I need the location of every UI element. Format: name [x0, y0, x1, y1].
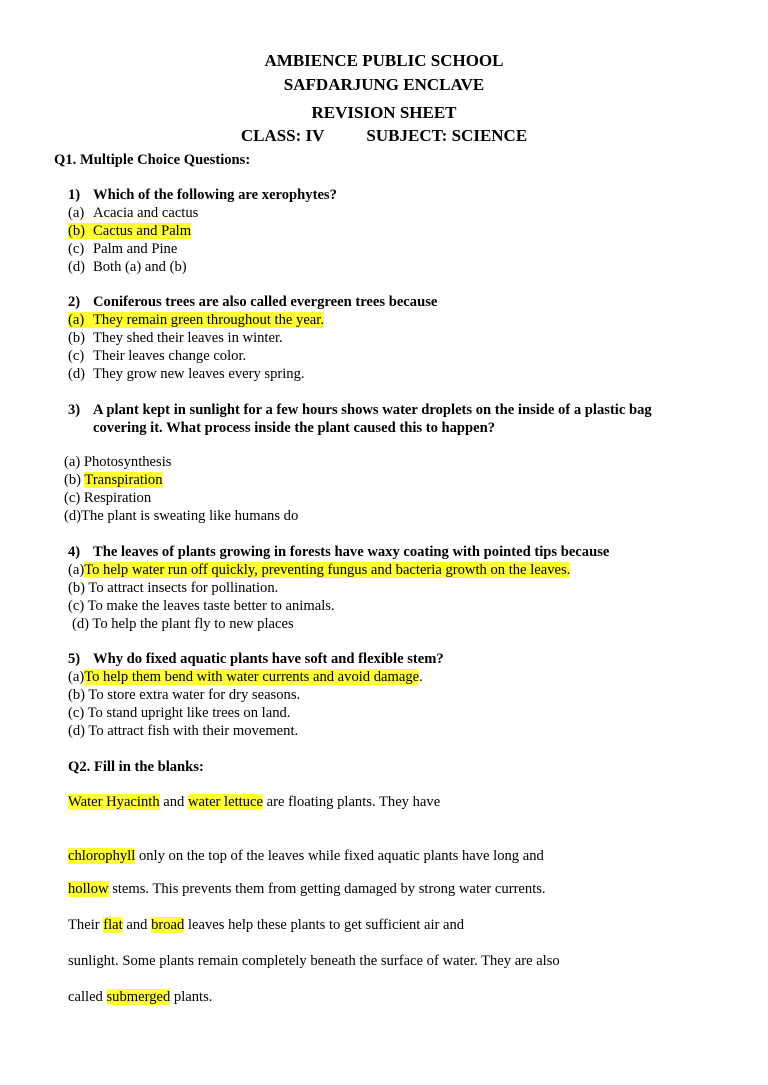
- option-3b: (b) Transpiration: [64, 472, 163, 488]
- fill-line-4: Their flat and broad leaves help these plants to get sufficient air and: [68, 917, 465, 933]
- question-5: [68, 650, 444, 668]
- question-4: [68, 543, 609, 561]
- option-1d: (d) Both (a) and (b): [68, 259, 187, 275]
- highlighted-answer: Cactus and Palm: [93, 223, 192, 239]
- question-3: [68, 401, 652, 419]
- option-2c: (c) Their leaves change color.: [68, 348, 247, 364]
- fill-line-2: chlorophyll only on the top of the leaves while fixed aquatic plants have long and: [68, 848, 544, 864]
- option-2a: (a) They remain green throughout the year.: [68, 312, 324, 328]
- answer-blank: Water Hyacinth: [68, 794, 160, 810]
- option-3d: (d)The plant is sweating like humans do: [64, 508, 299, 524]
- option-4a: (a)To help water run off quickly, preventing fungus and bacteria growth on the leaves.: [68, 562, 571, 578]
- school-name: AMBIENCE PUBLIC SCHOOL: [264, 51, 504, 70]
- question-text: Coniferous trees are also called evergreen trees because: [93, 294, 438, 310]
- highlighted-answer: To help them bend with water currents and avoid damage: [84, 669, 420, 685]
- question-1: [68, 186, 337, 204]
- highlighted-answer: They remain green throughout the year.: [93, 312, 324, 328]
- question-text: The leaves of plants growing in forests have waxy coating with pointed tips because: [93, 544, 610, 560]
- option-5d: (d) To attract fish with their movement.: [68, 723, 299, 739]
- option-2d: (d) They grow new leaves every spring.: [68, 366, 305, 382]
- question-number: 1): [68, 187, 81, 203]
- answer-blank: chlorophyll: [68, 848, 136, 864]
- option-4c: (c) To make the leaves taste better to animals.: [68, 598, 335, 614]
- answer-blank: flat: [103, 917, 123, 933]
- option-5b: (b) To store extra water for dry seasons.: [68, 687, 301, 703]
- option-4d: (d) To help the plant fly to new places: [72, 616, 294, 632]
- fill-line-3: hollow stems. This prevents them from getting damaged by strong water currents.: [68, 881, 546, 897]
- option-5c: (c) To stand upright like trees on land.: [68, 705, 291, 721]
- option-2b: (b) They shed their leaves in winter.: [68, 330, 283, 346]
- fill-line-5: sunlight. Some plants remain completely beneath the surface of water. They are also: [68, 953, 560, 969]
- answer-blank: water lettuce: [188, 794, 263, 810]
- answer-blank: submerged: [106, 989, 171, 1005]
- question-number: 5): [68, 651, 81, 667]
- option-1b: (b) Cactus and Palm: [68, 223, 192, 239]
- option-4b: (b) To attract insects for pollination.: [68, 580, 279, 596]
- q1-title: Q1. Multiple Choice Questions:: [54, 152, 251, 168]
- question-number: 2): [68, 294, 81, 310]
- subject-label: SUBJECT: SCIENCE: [366, 126, 528, 145]
- question-text: Which of the following are xerophytes?: [93, 187, 337, 203]
- option-5a: (a)To help them bend with water currents and avoid damage.: [68, 669, 423, 685]
- class-label: CLASS: IV: [240, 126, 325, 145]
- class-subject-line: [0, 126, 768, 146]
- question-number: 3): [68, 402, 81, 418]
- answer-blank: hollow: [68, 881, 109, 897]
- question-text-line-2: covering it. What process inside the plant caused this to happen?: [93, 420, 496, 436]
- fill-line-6: called submerged plants.: [68, 989, 213, 1005]
- question-text: Why do fixed aquatic plants have soft and flexible stem?: [93, 651, 444, 667]
- question-text-line-1: A plant kept in sunlight for a few hours shows water droplets on the inside of a plastic bag: [93, 402, 652, 418]
- sheet-title: REVISION SHEET: [311, 103, 457, 122]
- question-number: 4): [68, 544, 81, 560]
- q2-title: Q2. Fill in the blanks:: [68, 759, 204, 775]
- option-3c: (c) Respiration: [64, 490, 152, 506]
- question-2: [68, 293, 437, 311]
- highlighted-answer: Transpiration: [84, 472, 163, 488]
- option-1a: (a) Acacia and cactus: [68, 205, 199, 221]
- option-1c: (c) Palm and Pine: [68, 241, 178, 257]
- answer-blank: broad: [151, 917, 185, 933]
- highlighted-answer: To help water run off quickly, preventing fungus and bacteria growth on the leaves.: [84, 562, 571, 578]
- fill-line-1: Water Hyacinth and water lettuce are floating plants. They have: [68, 794, 441, 810]
- school-location: SAFDARJUNG ENCLAVE: [283, 75, 485, 94]
- option-3a: (a) Photosynthesis: [64, 454, 172, 470]
